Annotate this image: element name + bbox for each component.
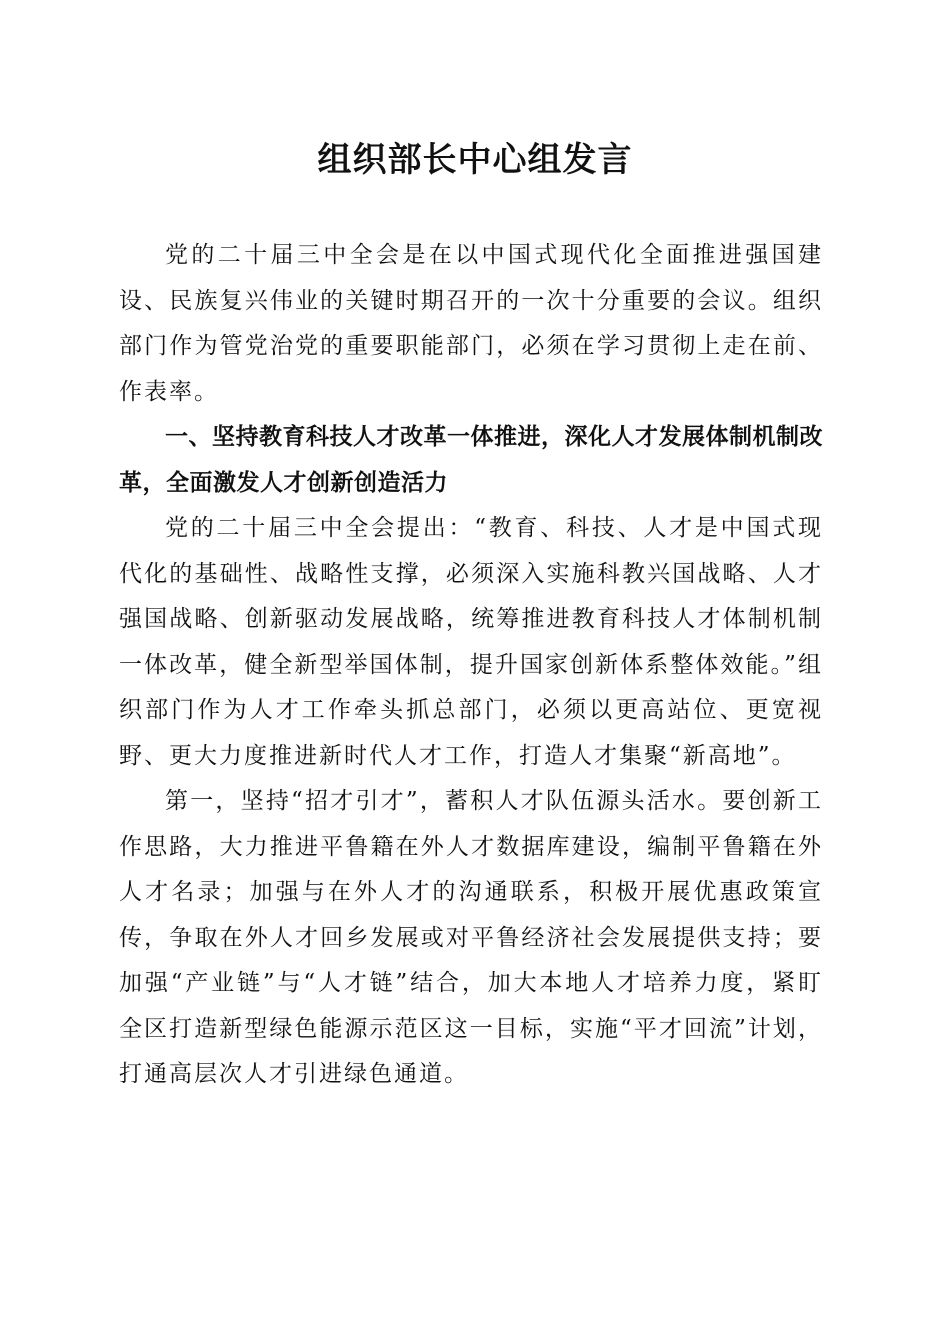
document-title: 组织部长中心组发言 xyxy=(317,140,633,180)
point-lead: 第一，坚持“招才引才”，蓄积人才队伍源头活水。 xyxy=(165,788,723,814)
intro-paragraph: 党的二十届三中全会是在以中国式现代化全面推进强国建设、民族复兴伟业的关键时期召开的一次十分重要的会议。组织部门作为管党治党的重要职能部门，必须在学习贯彻上走在前、作表率。 xyxy=(119,242,823,405)
point-paragraph xyxy=(119,779,823,1098)
document-body xyxy=(119,233,823,1098)
point-text: 要创新工作思路，大力推进平鲁籍在外人才数据库建设，编制平鲁籍在外人才名录；加强与在外人才的沟通联系，积极开展优惠政策宣传，争取在外人才回乡发展或对平鲁经济社会发展提供支持；要加强“产业链”与“人才链”结合，加大本地人才培养力度，紧盯全区打造新型绿色能源示范区这一目标，实施“平才回流”计划，打通高层次人才引进绿色通道。 xyxy=(119,788,823,1087)
section-heading: 一、坚持教育科技人才改革一体推进，深化人才发展体制机制改革，全面激发人才创新创造活力 xyxy=(119,424,823,496)
section-body-paragraph: 党的二十届三中全会提出：“教育、科技、人才是中国式现代化的基础性、战略性支撑，必须深入实施科教兴国战略、人才强国战略、创新驱动发展战略，统筹推进教育科技人才体制机制一体改革，健全新型举国体制，提升国家创新体系整体效能。”组织部门作为人才工作牵头抓总部门，必须以更高站位、更宽视野、更大力度推进新时代人才工作，打造人才集聚“新高地”。 xyxy=(119,515,823,769)
